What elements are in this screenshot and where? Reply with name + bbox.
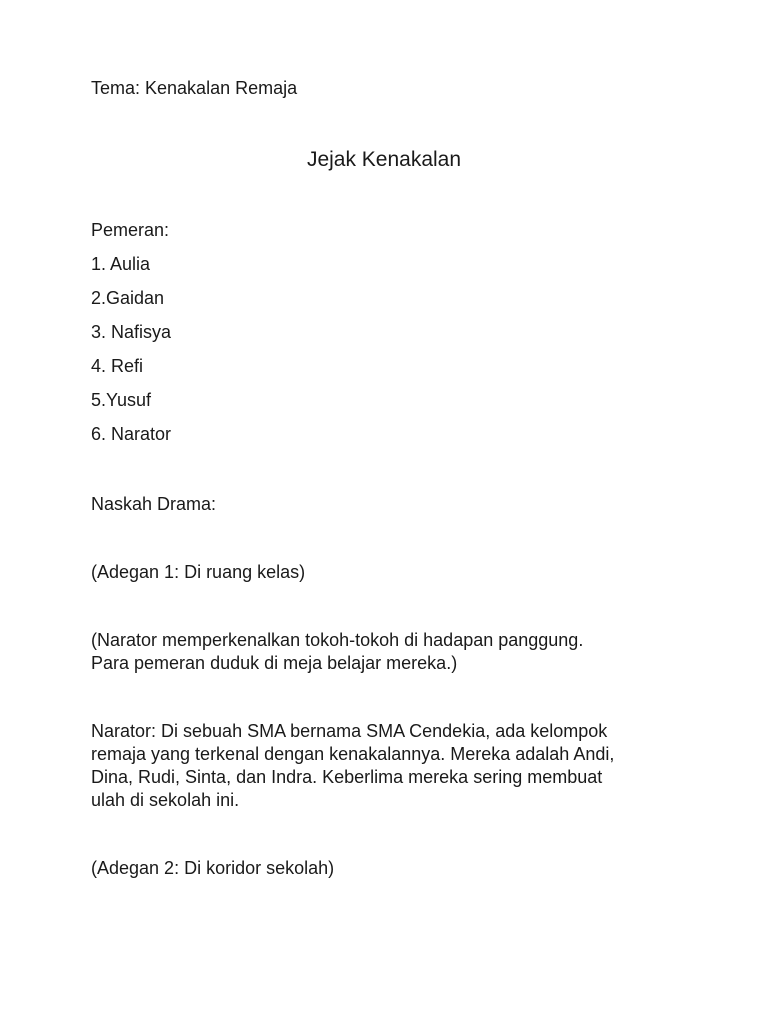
cast-item: 3. Nafisya (91, 322, 172, 342)
cast-heading: Pemeran: (91, 220, 170, 240)
narrator-line: Narator: Di sebuah SMA bernama SMA Cendekia, ada kelompok (91, 721, 608, 741)
cast-item: 1. Aulia (91, 254, 151, 274)
stage-direction (91, 629, 691, 675)
document-title: Jejak Kenakalan (306, 148, 462, 171)
scene-2-heading: (Adegan 2: Di koridor sekolah) (91, 858, 335, 878)
cast-item: 4. Refi (91, 356, 144, 376)
narrator-line: Dina, Rudi, Sinta, dan Indra. Keberlima mereka sering membuat (91, 767, 603, 787)
scene-1-heading: (Adegan 1: Di ruang kelas) (91, 562, 306, 582)
narrator-dialogue (91, 720, 691, 812)
stage-direction-line: (Narator memperkenalkan tokoh-tokoh di hadapan panggung. (91, 630, 584, 650)
cast-item: 6. Narator (91, 424, 172, 444)
script-heading: Naskah Drama: (91, 494, 217, 514)
theme-line: Tema: Kenakalan Remaja (91, 78, 298, 98)
narrator-line: remaja yang terkenal dengan kenakalannya. Mereka adalah Andi, (91, 744, 615, 764)
stage-direction-line: Para pemeran duduk di meja belajar mereka.) (91, 653, 458, 673)
cast-item: 2.Gaidan (91, 288, 165, 308)
cast-item: 5.Yusuf (91, 390, 152, 410)
narrator-line: ulah di sekolah ini. (91, 790, 240, 810)
